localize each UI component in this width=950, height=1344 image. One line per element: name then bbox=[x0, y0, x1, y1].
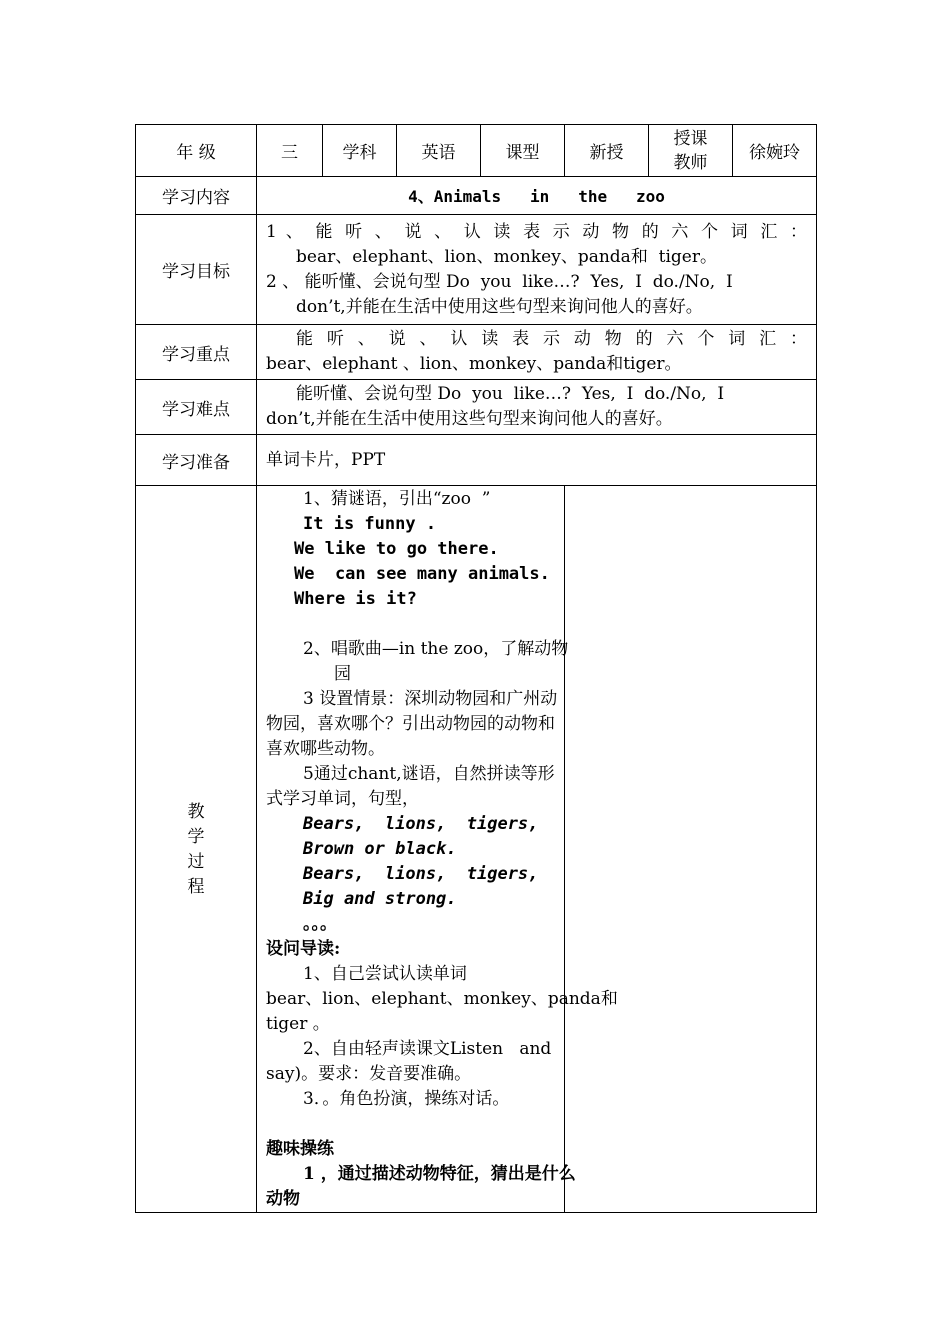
riddle-intro: 1、猜谜语，引出“zoo ” bbox=[303, 489, 491, 509]
spacer bbox=[266, 1112, 555, 1137]
process-label-char-3: 过 bbox=[187, 852, 205, 872]
difficulty-row bbox=[136, 380, 817, 435]
teacher-value: 徐婉玲 bbox=[733, 125, 817, 177]
guide-1b: bear、lion、elephant、monkey、panda和 bbox=[266, 989, 618, 1009]
guide-1a: 1、自己尝试认读单词 bbox=[303, 964, 467, 984]
guide-3: 3．。角色扮演，操练对话。 bbox=[303, 1089, 510, 1109]
prep-row bbox=[136, 435, 817, 486]
spacer bbox=[266, 612, 555, 637]
subject-value: 英语 bbox=[397, 125, 481, 177]
lesson-type-value: 新授 bbox=[565, 125, 649, 177]
header-row bbox=[136, 125, 817, 177]
content-row bbox=[136, 177, 817, 215]
teacher-label-line1: 授课 bbox=[673, 128, 708, 149]
goals-line-1: 1 、 能 听 、 说 、 认 读 表 示 动 物 的 六 个 词 汇 ： bbox=[266, 221, 807, 242]
guide-2a: 2、自由轻声读课文Listen and bbox=[303, 1039, 552, 1059]
riddle-line-4: Where is it? bbox=[294, 589, 417, 609]
teacher-label bbox=[649, 125, 733, 177]
prep-label: 学习准备 bbox=[136, 435, 257, 486]
scene-line-2: 物园，喜欢哪个？引出动物园的动物和 bbox=[266, 714, 555, 734]
difficulty-line-2: don’t,并能在生活中使用这些句型来询问他人的喜好。 bbox=[266, 409, 673, 429]
prep-value: 单词卡片，PPT bbox=[257, 435, 817, 486]
process-label-char-4: 程 bbox=[187, 877, 205, 897]
scene-line-3: 喜欢哪些动物。 bbox=[266, 739, 385, 759]
fun-1b: 动物 bbox=[266, 1189, 300, 1209]
fun-title: 趣味操练 bbox=[266, 1139, 334, 1159]
chant-verse-4: Big and strong. bbox=[303, 889, 457, 909]
chant-verse-1: Bears, lions, tigers, bbox=[303, 814, 539, 834]
process-label bbox=[136, 486, 257, 1213]
riddle-line-3: We can see many animals. bbox=[294, 564, 550, 584]
ellipsis: 。。。 bbox=[303, 914, 337, 934]
goals-line-2: bear、elephant、lion、monkey、panda和 tiger。 bbox=[296, 246, 717, 267]
difficulty-line-1: 能听懂、会说句型 Do you like…? Yes, I do./No, I bbox=[296, 384, 725, 404]
chant-line-1: 5通过chant,谜语，自然拼读等形 bbox=[303, 764, 555, 784]
goals-value bbox=[257, 215, 817, 325]
chant-verse-3: Bears, lions, tigers, bbox=[303, 864, 539, 884]
subject-label: 学科 bbox=[323, 125, 397, 177]
process-row bbox=[136, 486, 817, 1213]
lesson-plan-table bbox=[135, 124, 817, 1213]
chant-verse-2: Brown or black. bbox=[303, 839, 457, 859]
lesson-type-label: 课型 bbox=[481, 125, 565, 177]
focus-line-2: bear、elephant 、lion、monkey、panda和tiger。 bbox=[266, 354, 682, 374]
focus-row bbox=[136, 325, 817, 380]
focus-label: 学习重点 bbox=[136, 325, 257, 380]
goals-line-4: don’t,并能在生活中使用这些句型来询问他人的喜好。 bbox=[296, 296, 703, 317]
content-label: 学习内容 bbox=[136, 177, 257, 215]
goals-line-3: 2 、 能听懂、会说句型 Do you like…? Yes, I do./No, I bbox=[266, 271, 733, 292]
guide-2b: say)。要求：发音要准确。 bbox=[266, 1064, 472, 1084]
fun-1a: 1 ，通过描述动物特征，猜出是什么 bbox=[303, 1164, 576, 1184]
process-notes-column bbox=[565, 486, 817, 1213]
song-line-2: 园 bbox=[334, 664, 351, 684]
teacher-label-line2: 教师 bbox=[673, 152, 708, 173]
guide-1c: tiger 。 bbox=[266, 1014, 330, 1034]
grade-label: 年 级 bbox=[136, 125, 257, 177]
focus-value bbox=[257, 325, 817, 380]
focus-line-1: 能 听 、 说 、 认 读 表 示 动 物 的 六 个 词 汇 ： bbox=[296, 329, 807, 349]
goals-row bbox=[136, 215, 817, 325]
content-value: 4、Animals in the zoo bbox=[257, 177, 817, 215]
difficulty-label: 学习难点 bbox=[136, 380, 257, 435]
chant-line-2: 式学习单词，句型， bbox=[266, 789, 419, 809]
process-content bbox=[257, 486, 618, 1213]
difficulty-value bbox=[257, 380, 817, 435]
grade-value: 三 bbox=[257, 125, 323, 177]
process-label-char-1: 教 bbox=[187, 802, 205, 822]
scene-line-1: 3 设置情景：深圳动物园和广州动 bbox=[303, 689, 558, 709]
goals-label: 学习目标 bbox=[136, 215, 257, 325]
riddle-line-1: It is funny . bbox=[303, 514, 437, 534]
riddle-line-2: We like to go there. bbox=[294, 539, 499, 559]
process-label-char-2: 学 bbox=[187, 827, 205, 847]
song-line-1: 2、唱歌曲—in the zoo，了解动物 bbox=[303, 639, 569, 659]
guide-title: 设问导读: bbox=[266, 939, 341, 959]
